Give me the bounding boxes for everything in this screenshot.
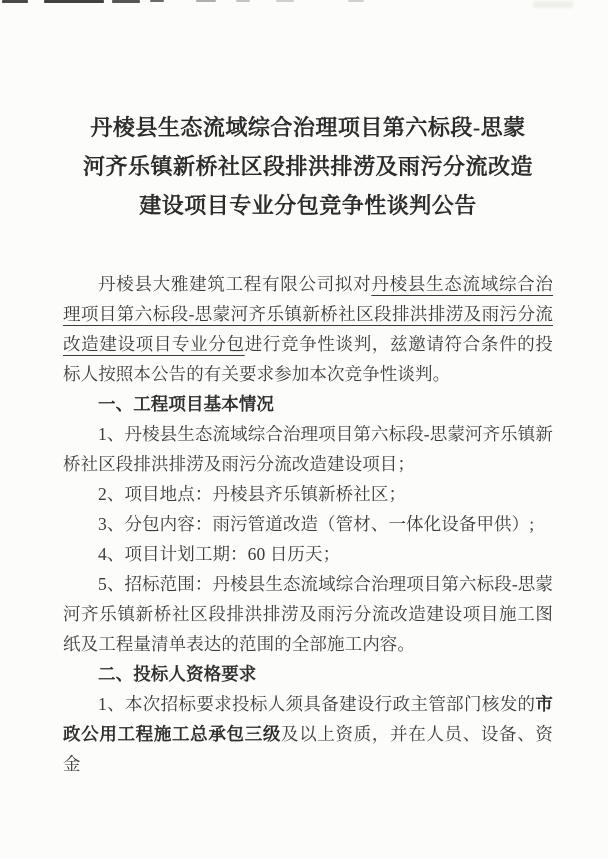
scan-artifact	[533, 1, 573, 8]
section2-item1-tail: 及以上资质，并在人员、设备、资金	[63, 724, 553, 774]
title-line-3: 建设项目专业分包竞争性谈判公告	[139, 193, 477, 218]
scan-artifact	[2, 0, 28, 3]
scan-artifact	[196, 0, 216, 2]
scan-artifact	[348, 0, 364, 2]
intro-lead: 丹棱县大雅建筑工程有限公司拟对	[98, 274, 372, 294]
section2-item1-qualification-bold: 市政公用工程施工总承包三级	[63, 694, 553, 744]
intro-underlined-project-name: 丹棱县生态流域综合治理项目第六标段-思蒙河齐乐镇新桥社区段排洪排涝及雨污分流改造建设项目专业分包	[63, 274, 553, 354]
scan-artifact	[150, 0, 164, 2]
scan-artifact	[44, 0, 104, 3]
document-title	[63, 108, 553, 225]
intro-paragraph	[63, 269, 553, 389]
title-line-2: 河齐乐镇新桥社区段排洪排涝及雨污分流改造	[82, 154, 533, 179]
scan-artifact	[236, 0, 250, 2]
section1-item-2: 2、项目地点：丹棱县齐乐镇新桥社区；	[98, 484, 407, 504]
section1-heading: 一、工程项目基本情况	[98, 394, 274, 414]
section1-item-5: 5、招标范围：丹棱县生态流域综合治理项目第六标段-思蒙河齐乐镇新桥社区段排洪排涝及雨污分流改造建设项目施工图纸及工程量清单表达的范围的全部施工内容。	[63, 574, 553, 654]
scan-artifact	[276, 0, 294, 2]
section1-item-4: 4、项目计划工期：60 日历天；	[98, 544, 341, 564]
intro-tail: 进行竞争性谈判，兹邀请符合条件的投标人按照本公告的有关要求参加本次竞争性谈判。	[63, 334, 554, 384]
section1-item-1: 1、丹棱县生态流域综合治理项目第六标段-思蒙河齐乐镇新桥社区段排洪排涝及雨污分流改造建设项目；	[63, 424, 553, 474]
section2-item1-lead: 1、本次招标要求投标人须具备建设行政主管部门核发的	[98, 694, 536, 714]
section2-item-1	[63, 689, 553, 779]
section1-item-3: 3、分包内容：雨污管道改造（管材、一体化设备甲供）;	[98, 514, 535, 534]
document-body	[63, 269, 553, 779]
scan-artifact	[112, 0, 140, 3]
section2-heading: 二、投标人资格要求	[98, 664, 257, 684]
title-line-1: 丹棱县生态流域综合治理项目第六标段-思蒙	[90, 115, 526, 140]
